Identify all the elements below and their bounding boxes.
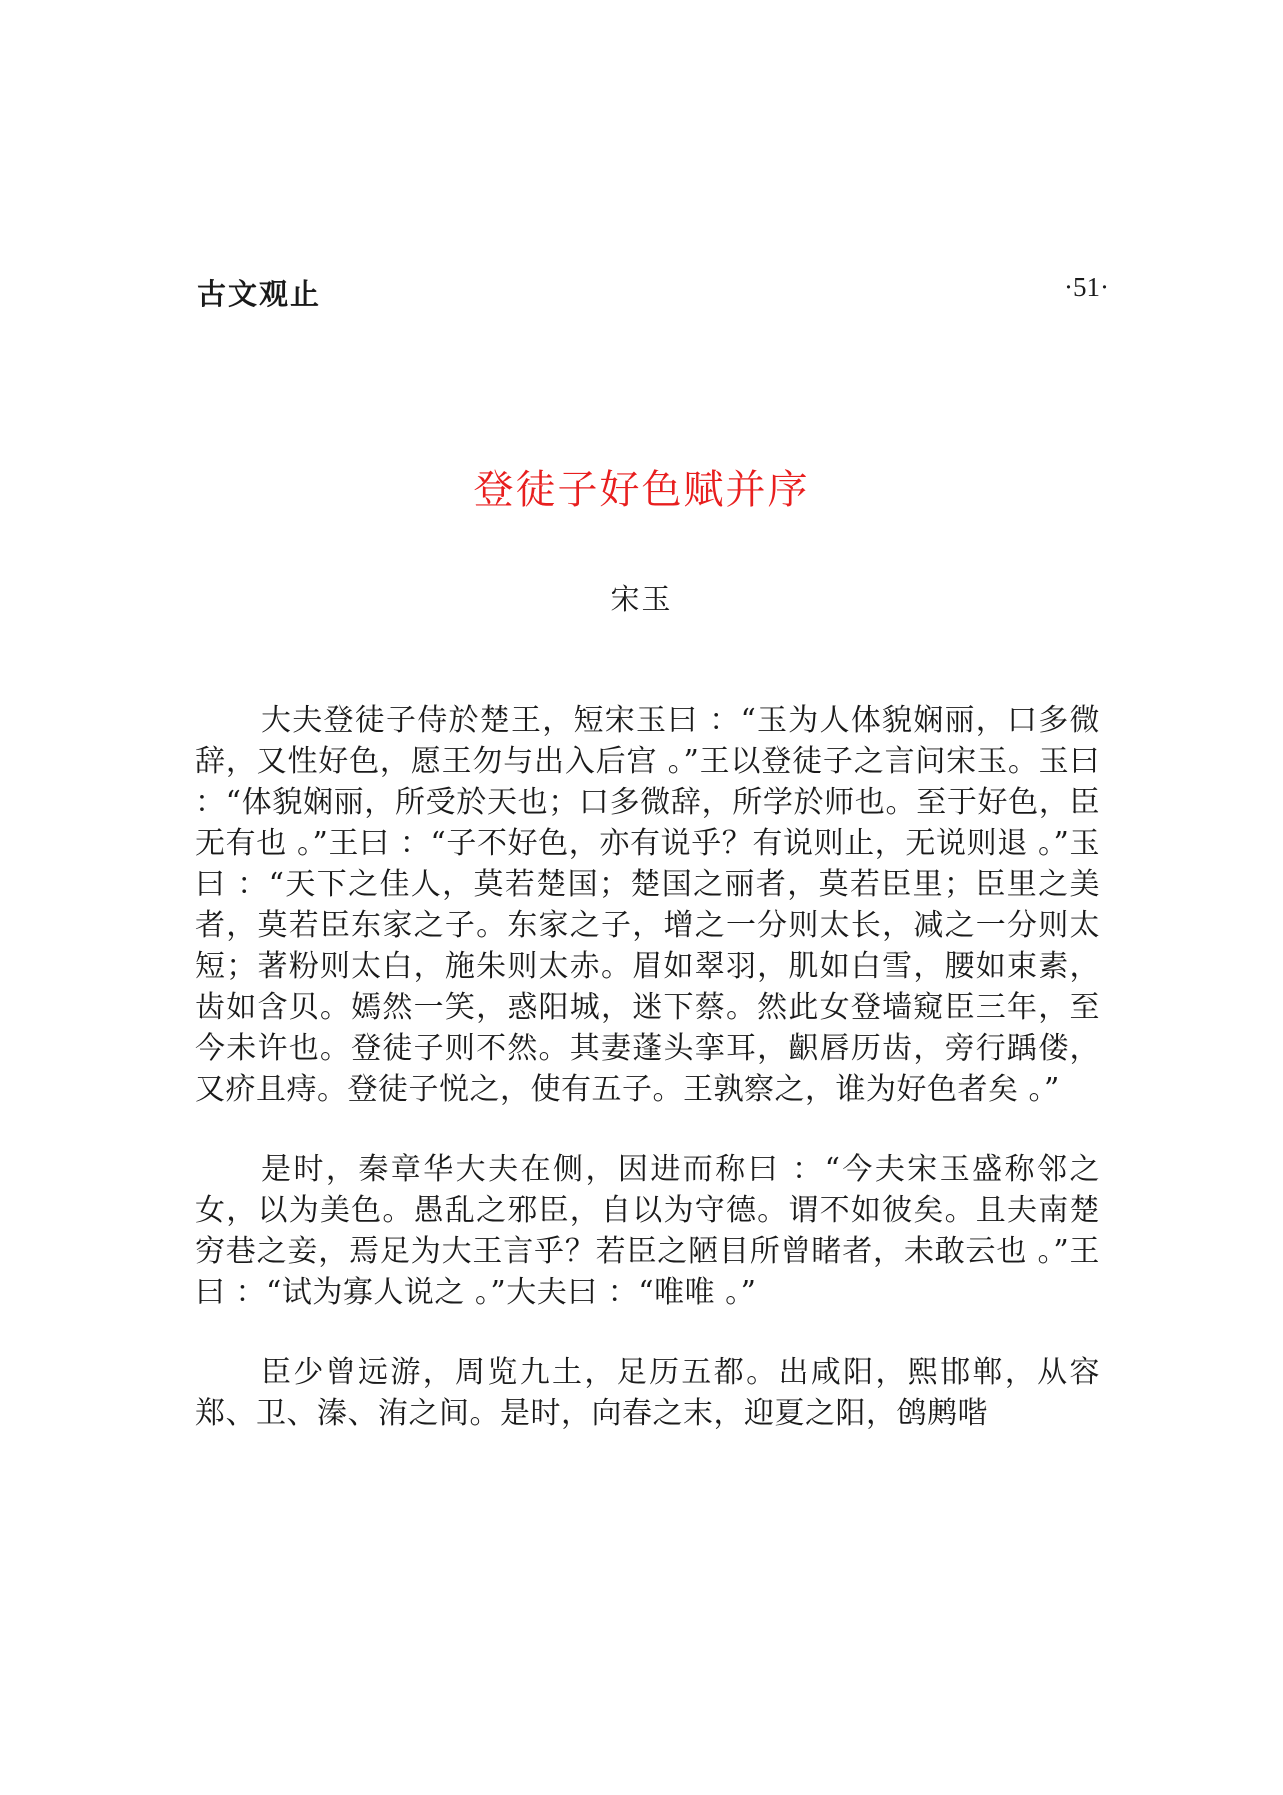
author-name: 宋玉: [610, 582, 673, 616]
page-number: ·51·: [1064, 272, 1109, 302]
essay-title: 登徒子好色赋并序: [473, 467, 810, 513]
paragraph-1: 大夫登徒子侍於楚王，短宋玉曰 ：“玉为人体貌娴丽，口多微辞，又性好色，愿王勿与出入后宫 。”王以登徒子之言问宋玉。玉曰 ：“体貌娴丽，所受於天也；口多微辞，所学於师也。至于好色，臣无有也 。”王曰 ：“子不好色，亦有说乎？有说则止，无说则退 。”玉曰 ：“天下之佳人，莫若楚国；楚国之丽者，莫若臣里；臣里之美者，莫若臣东家之子。东家之子，增之一分则太长，减之一分则太短；著粉则太白，施朱则太赤。眉如翠羽，肌如白雪，腰如束素，齿如含贝。嫣然一笑，惑阳城，迷下蔡。然此女登墙窥臣三年，至今未许也。登徒子则不然。其妻蓬头挛耳，齞唇历齿，旁行踽偻，又疥且痔。登徒子悦之，使有五子。王孰察之，谁为好色者矣 。”: [195, 703, 1100, 1107]
book-title: 古文观止: [197, 277, 322, 311]
running-header: [197, 272, 1109, 312]
essay-body: [195, 700, 1100, 1473]
paragraph-2: 是时，秦章华大夫在侧，因进而称曰 ：“今夫宋玉盛称邻之女，以为美色。愚乱之邪臣，自以为守德。谓不如彼矣。且夫南楚穷巷之妾，焉足为大王言乎？若臣之陋目所曾睹者，未敢云也 。”王曰 ：“试为寡人说之 。”大夫曰 ：“唯唯 。”: [195, 1152, 1100, 1310]
paragraph-3: 臣少曾远游，周览九土，足历五都。出咸阳，熙邯郸，从容郑、卫、溱、洧之间。是时，向春之末，迎夏之阳，鸧鹒喈: [195, 1355, 1100, 1431]
